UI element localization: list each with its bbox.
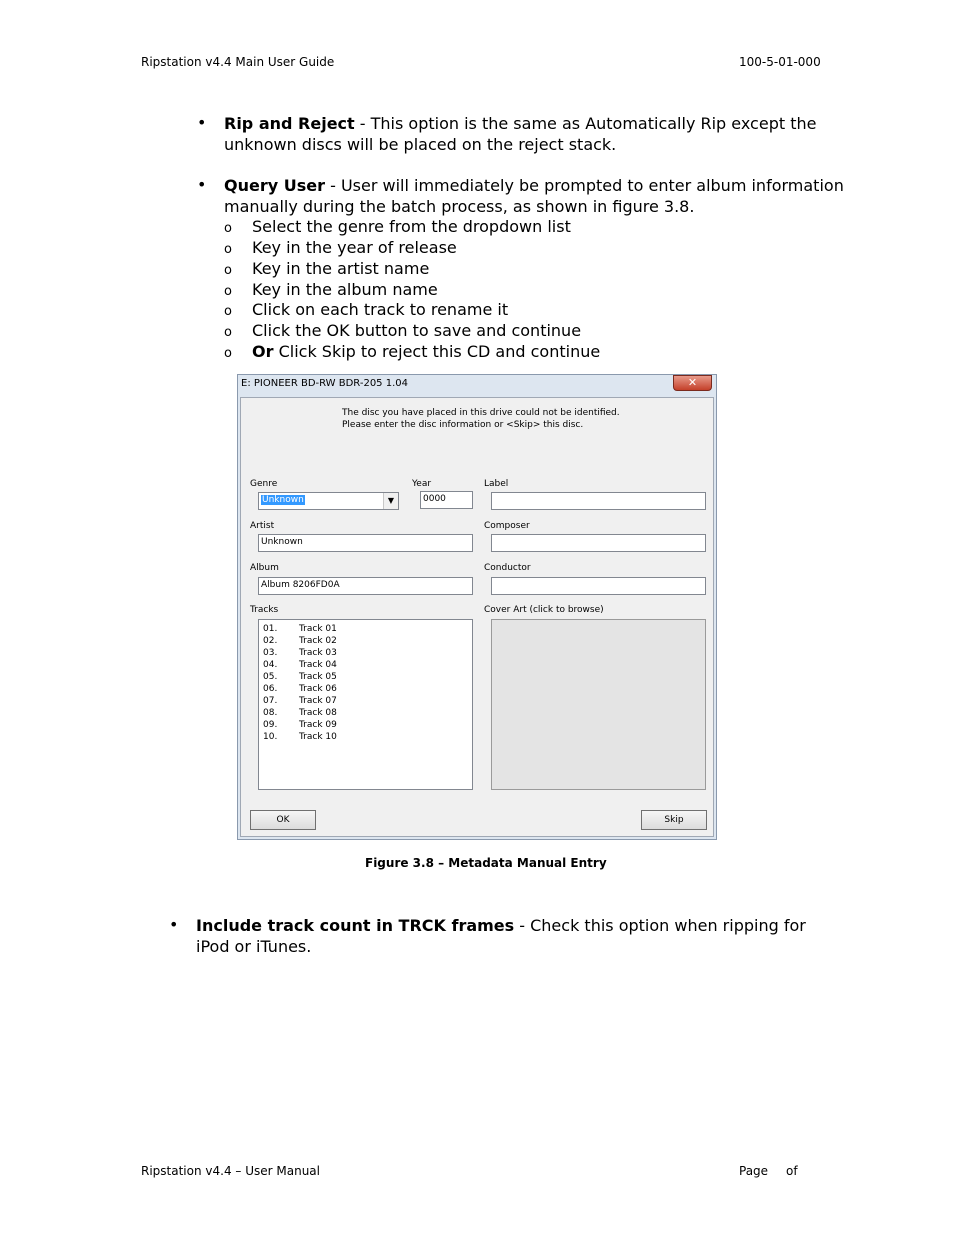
artist-field[interactable]: Unknown (258, 534, 473, 552)
step-item (224, 320, 581, 341)
track-name: Track 10 (299, 732, 337, 742)
step-bold: Or (252, 342, 274, 361)
dialog-message: Please enter the disc information or <Skip> this disc. (342, 420, 584, 430)
composer-field[interactable] (491, 534, 706, 552)
bullet-text: manually during the batch process, as shown in figure 3.8. (224, 197, 695, 216)
genre-value: Unknown (262, 495, 304, 505)
label-field[interactable] (491, 492, 706, 510)
step-text: Click Skip to reject this CD and continue (273, 342, 601, 361)
track-item[interactable] (263, 623, 463, 635)
conductor-label: Conductor (484, 563, 531, 573)
album-label: Album (250, 563, 279, 573)
step-marker: o (224, 346, 232, 361)
bullet-title: Include track count in TRCK frames (196, 916, 515, 935)
bullet-text: - User will immediately be prompted to enter album information (325, 176, 844, 195)
step-text: Key in the album name (252, 280, 438, 299)
chevron-down-icon[interactable]: ▼ (383, 493, 398, 509)
bullet-text: - This option is the same as Automatically Rip except the (354, 114, 817, 133)
bullet-query-user (224, 175, 844, 217)
step-marker: o (224, 242, 232, 257)
step-item (224, 216, 571, 237)
track-name: Track 03 (299, 648, 337, 658)
bullet-text: unknown discs will be placed on the reject stack. (224, 135, 617, 154)
track-name: Track 02 (299, 636, 337, 646)
genre-label: Genre (250, 479, 278, 489)
close-icon: ✕ (687, 376, 698, 389)
track-number: 02. (263, 636, 278, 646)
track-item[interactable] (263, 695, 463, 707)
conductor-field[interactable] (491, 577, 706, 595)
year-field[interactable]: 0000 (420, 491, 473, 509)
step-text: Key in the artist name (252, 259, 430, 278)
track-number: 08. (263, 708, 278, 718)
step-text: Key in the year of release (252, 238, 457, 257)
figure-caption: Figure 3.8 – Metadata Manual Entry (365, 856, 607, 870)
metadata-dialog (237, 374, 717, 840)
bullet-trck-frames (196, 915, 816, 957)
bullet-title: Query User (224, 176, 325, 195)
step-item (224, 237, 457, 258)
track-number: 04. (263, 660, 278, 670)
step-text: Click on each track to rename it (252, 300, 509, 319)
step-text: Click the OK button to save and continue (252, 321, 582, 340)
track-name: Track 07 (299, 696, 337, 706)
track-name: Track 04 (299, 660, 337, 670)
bullet-text: - Check this option when ripping for (514, 916, 806, 935)
track-name: Track 06 (299, 684, 337, 694)
album-field[interactable]: Album 8206FD0A (258, 577, 473, 595)
track-item[interactable] (263, 647, 463, 659)
bullet-marker: • (197, 175, 207, 194)
track-number: 07. (263, 696, 278, 706)
step-item (224, 299, 508, 320)
step-item (224, 341, 600, 362)
ok-button[interactable]: OK (250, 810, 316, 830)
dialog-title: E: PIONEER BD-RW BDR-205 1.04 (241, 378, 408, 389)
header-left: Ripstation v4.4 Main User Guide (141, 55, 335, 69)
year-label: Year (412, 479, 432, 489)
track-item[interactable] (263, 683, 463, 695)
step-item (224, 279, 438, 300)
step-marker: o (224, 325, 232, 340)
footer-left: Ripstation v4.4 – User Manual (141, 1164, 320, 1178)
bullet-text: iPod or iTunes. (196, 937, 312, 956)
cover-art-area[interactable] (491, 619, 706, 790)
track-number: 10. (263, 732, 278, 742)
artist-label: Artist (250, 521, 275, 531)
dialog-body (240, 397, 714, 837)
tracks-label: Tracks (250, 605, 279, 615)
track-number: 06. (263, 684, 278, 694)
track-name: Track 09 (299, 720, 337, 730)
step-marker: o (224, 221, 232, 236)
step-marker: o (224, 284, 232, 299)
bullet-title: Rip and Reject (224, 114, 355, 133)
track-item[interactable] (263, 731, 463, 743)
bullet-marker: • (197, 113, 207, 132)
track-number: 01. (263, 624, 278, 634)
step-item (224, 258, 429, 279)
header-right: 100-5-01-000 (739, 55, 821, 69)
close-button[interactable] (673, 375, 712, 391)
bullet-rip-and-reject (224, 113, 824, 155)
dialog-message: The disc you have placed in this drive could not be identified. (342, 408, 620, 418)
track-item[interactable] (263, 671, 463, 683)
track-item[interactable] (263, 659, 463, 671)
track-number: 05. (263, 672, 278, 682)
skip-button[interactable]: Skip (641, 810, 707, 830)
track-item[interactable] (263, 707, 463, 719)
label-label: Label (484, 479, 509, 489)
step-text: Select the genre from the dropdown list (252, 217, 571, 236)
track-name: Track 05 (299, 672, 337, 682)
track-item[interactable] (263, 719, 463, 731)
track-item[interactable] (263, 635, 463, 647)
track-number: 03. (263, 648, 278, 658)
track-name: Track 01 (299, 624, 337, 634)
genre-dropdown[interactable] (258, 492, 399, 510)
step-marker: o (224, 263, 232, 278)
track-name: Track 08 (299, 708, 337, 718)
tracks-listbox[interactable] (258, 619, 473, 790)
track-number: 09. (263, 720, 278, 730)
footer-page: Page (739, 1164, 769, 1178)
dialog-titlebar (238, 375, 716, 397)
composer-label: Composer (484, 521, 530, 531)
bullet-marker: • (169, 915, 179, 934)
footer-of: of (786, 1164, 798, 1178)
step-marker: o (224, 304, 232, 319)
coverart-label: Cover Art (click to browse) (484, 605, 604, 615)
